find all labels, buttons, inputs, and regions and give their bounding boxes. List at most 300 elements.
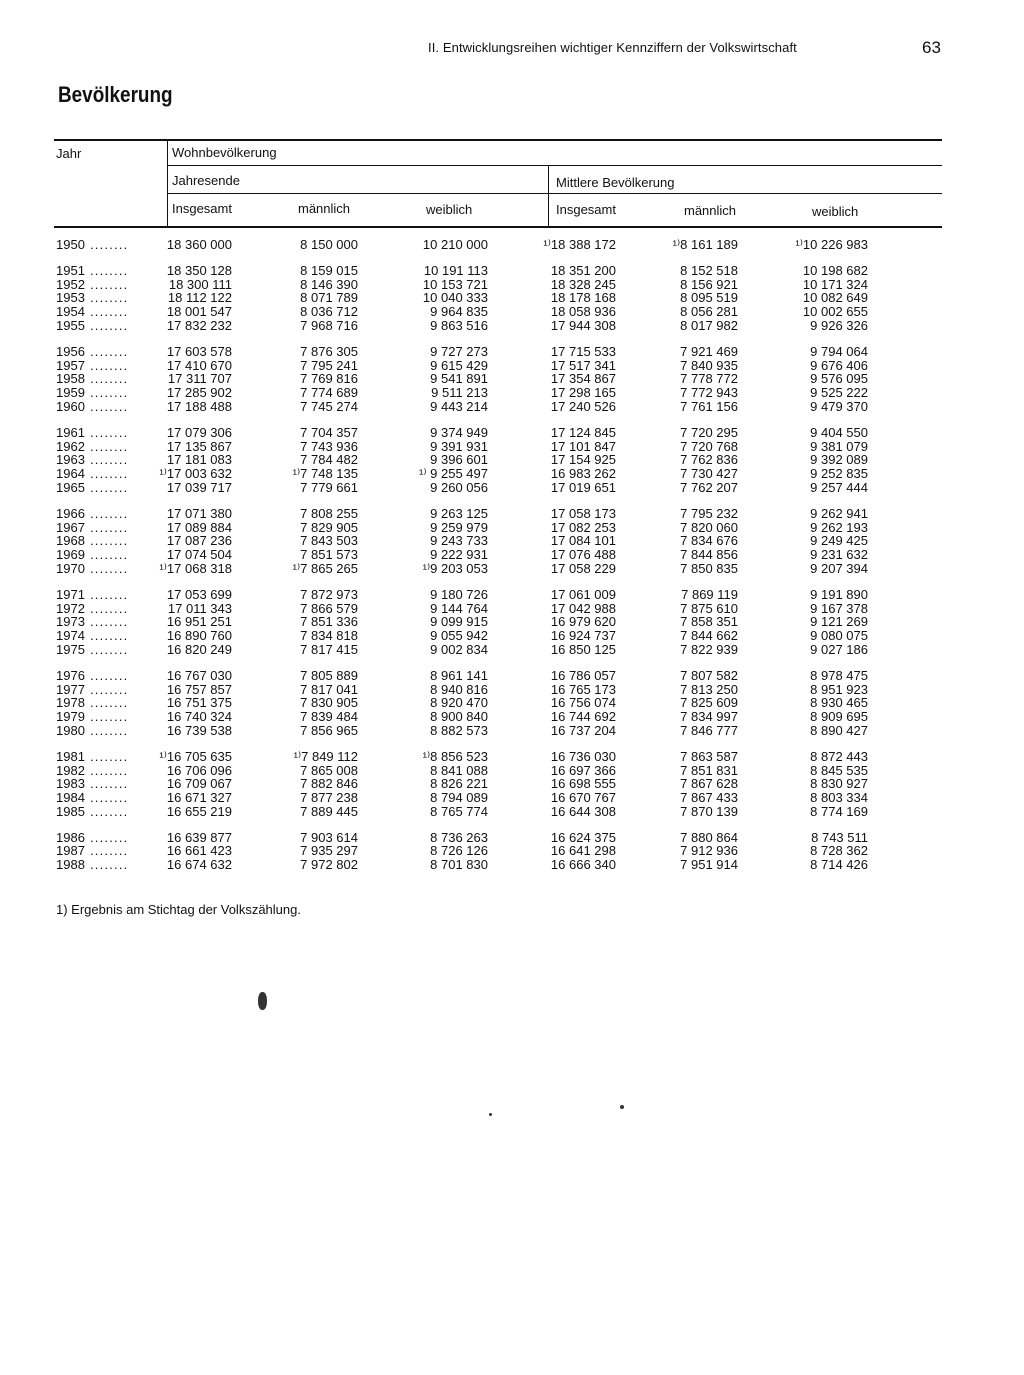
year-cell: 1967 bbox=[56, 519, 85, 535]
year-cell: 1970 bbox=[56, 560, 85, 576]
mittl-maennlich-cell: 7 840 935 bbox=[680, 357, 738, 373]
year-cell: 1969 bbox=[56, 547, 85, 563]
mittl-maennlich-cell: 7 822 939 bbox=[680, 641, 738, 657]
dot-leader: ........ bbox=[90, 371, 129, 387]
mittl-maennlich-cell: 7 867 433 bbox=[680, 790, 738, 806]
dot-leader: ........ bbox=[90, 586, 129, 602]
wohn-maennlich-cell: 7 774 689 bbox=[300, 385, 358, 401]
table-row bbox=[0, 453, 1024, 467]
wohn-weiblich-cell: 9 002 834 bbox=[430, 641, 488, 657]
mittl-insgesamt-cell: 17 124 845 bbox=[550, 424, 616, 440]
mittl-weiblich-cell: 9 252 835 bbox=[810, 466, 868, 482]
dot-leader: ........ bbox=[90, 276, 129, 292]
row-group bbox=[0, 669, 1024, 738]
year-cell: 1968 bbox=[56, 533, 85, 549]
row-group bbox=[0, 264, 1024, 333]
mittl-maennlich-cell: 7 762 207 bbox=[680, 479, 738, 495]
row-group bbox=[0, 831, 1024, 872]
dot-leader: ........ bbox=[90, 829, 129, 845]
mittl-maennlich-cell: 7 820 060 bbox=[680, 519, 738, 535]
wohn-insgesamt-cell: 17 053 699 bbox=[166, 586, 232, 602]
dot-leader: ........ bbox=[90, 803, 129, 819]
wohn-insgesamt-cell: 17 079 306 bbox=[166, 424, 232, 440]
year-cell: 1961 bbox=[56, 424, 85, 440]
mittl-maennlich-cell: 8 056 281 bbox=[680, 304, 738, 320]
year-cell: 1966 bbox=[56, 505, 85, 521]
header-insgesamt: Insgesamt bbox=[172, 201, 232, 216]
mittl-weiblich-cell: 9 392 089 bbox=[810, 452, 868, 468]
table-row bbox=[0, 669, 1024, 683]
mittl-insgesamt-cell: 16 644 308 bbox=[550, 803, 616, 819]
table-row bbox=[0, 615, 1024, 629]
wohn-insgesamt-cell: 17 311 707 bbox=[167, 371, 232, 387]
mittl-insgesamt-cell: 18 178 168 bbox=[550, 290, 616, 306]
mittl-insgesamt-cell: 16 624 375 bbox=[550, 829, 616, 845]
table-row bbox=[0, 629, 1024, 643]
mittl-insgesamt-cell: 16 924 737 bbox=[550, 628, 616, 644]
mittl-maennlich-cell: 7 834 676 bbox=[680, 533, 738, 549]
header-weiblich-mittlere: weiblich bbox=[812, 204, 859, 219]
mittl-insgesamt-cell: 17 019 651 bbox=[550, 479, 616, 495]
mittl-insgesamt-cell: 16 786 057 bbox=[550, 667, 616, 683]
dot-leader: ........ bbox=[90, 343, 129, 359]
table-row bbox=[0, 507, 1024, 521]
mittl-weiblich-cell: 8 978 475 bbox=[810, 667, 868, 683]
mittl-weiblich-cell: 9 249 425 bbox=[810, 533, 868, 549]
header-weiblich: weiblich bbox=[426, 202, 473, 217]
wohn-maennlich-cell: ¹⁾7 748 135 bbox=[292, 466, 358, 482]
mittl-maennlich-cell: 7 850 835 bbox=[680, 560, 738, 576]
row-group bbox=[0, 750, 1024, 819]
dot-leader: ........ bbox=[90, 776, 129, 792]
mittl-maennlich-cell: 7 825 609 bbox=[680, 695, 738, 711]
wohn-insgesamt-cell: 16 751 375 bbox=[166, 695, 232, 711]
row-group bbox=[0, 588, 1024, 657]
dot-leader: ........ bbox=[90, 452, 129, 468]
mittl-weiblich-cell: 8 890 427 bbox=[810, 722, 868, 738]
year-cell: 1956 bbox=[56, 343, 85, 359]
mittl-maennlich-cell: 7 813 250 bbox=[680, 681, 738, 697]
mittl-insgesamt-cell: 18 328 245 bbox=[550, 276, 616, 292]
mittl-insgesamt-cell: 17 061 009 bbox=[550, 586, 616, 602]
wohn-insgesamt-cell: 17 011 343 bbox=[167, 600, 232, 616]
mittl-maennlich-cell: 7 720 295 bbox=[680, 424, 738, 440]
table-row bbox=[0, 588, 1024, 602]
dot-leader: ........ bbox=[90, 304, 129, 320]
table-row bbox=[0, 602, 1024, 616]
mittl-maennlich-cell: 7 869 119 bbox=[681, 586, 738, 602]
wohn-maennlich-cell: 7 745 274 bbox=[300, 398, 358, 414]
scan-speck bbox=[620, 1105, 624, 1109]
wohn-insgesamt-cell: 17 603 578 bbox=[166, 343, 232, 359]
wohn-maennlich-cell: 7 903 614 bbox=[300, 829, 358, 845]
mittl-weiblich-cell: 9 262 193 bbox=[810, 519, 868, 535]
mittl-insgesamt-cell: 18 351 200 bbox=[550, 262, 616, 278]
wohn-weiblich-cell: 9 964 835 bbox=[430, 304, 488, 320]
wohn-insgesamt-cell: 16 757 857 bbox=[166, 681, 232, 697]
mittl-maennlich-cell: 7 778 772 bbox=[680, 371, 738, 387]
mittl-insgesamt-cell: 16 756 074 bbox=[550, 695, 616, 711]
mittl-weiblich-cell: 9 167 378 bbox=[810, 600, 868, 616]
dot-leader: ........ bbox=[90, 695, 129, 711]
mittl-insgesamt-cell: 17 101 847 bbox=[550, 438, 616, 454]
wohn-weiblich-cell: 8 701 830 bbox=[430, 857, 488, 873]
dot-leader: ........ bbox=[90, 560, 129, 576]
row-group bbox=[0, 238, 1024, 252]
page-number: 63 bbox=[922, 38, 941, 57]
mittl-maennlich-cell: 7 858 351 bbox=[680, 614, 738, 630]
wohn-insgesamt-cell: 18 350 128 bbox=[166, 262, 232, 278]
wohn-insgesamt-cell: 17 089 884 bbox=[166, 519, 232, 535]
mittl-weiblich-cell: 8 743 511 bbox=[811, 829, 868, 845]
table-body bbox=[0, 238, 1024, 884]
header-rule-bottom bbox=[54, 226, 942, 228]
wohn-insgesamt-cell: 17 832 232 bbox=[166, 317, 232, 333]
wohn-weiblich-cell: 8 961 141 bbox=[430, 667, 488, 683]
wohn-maennlich-cell: 8 071 789 bbox=[300, 290, 358, 306]
year-cell: 1950 bbox=[56, 237, 85, 252]
table-row bbox=[0, 359, 1024, 373]
mittl-weiblich-cell: 9 207 394 bbox=[810, 560, 868, 576]
dot-leader: ........ bbox=[90, 709, 129, 725]
mittl-maennlich-cell: 7 951 914 bbox=[680, 857, 738, 873]
wohn-weiblich-cell: 8 794 089 bbox=[430, 790, 488, 806]
mittl-weiblich-cell: 9 479 370 bbox=[810, 398, 868, 414]
mittl-insgesamt-cell: 16 698 555 bbox=[550, 776, 616, 792]
mittl-maennlich-cell: 7 761 156 bbox=[680, 398, 738, 414]
year-cell: 1973 bbox=[56, 614, 85, 630]
year-cell: 1987 bbox=[56, 843, 85, 859]
mittl-maennlich-cell: 7 795 232 bbox=[680, 505, 738, 521]
table-row bbox=[0, 481, 1024, 495]
mittl-weiblich-cell: 9 381 079 bbox=[810, 438, 868, 454]
mittl-weiblich-cell: 10 171 324 bbox=[802, 276, 868, 292]
mittl-insgesamt-cell: 17 944 308 bbox=[550, 317, 616, 333]
table-row bbox=[0, 264, 1024, 278]
mittl-weiblich-cell: 8 728 362 bbox=[810, 843, 868, 859]
wohn-maennlich-cell: 7 935 297 bbox=[300, 843, 358, 859]
dot-leader: ........ bbox=[90, 438, 129, 454]
mittl-insgesamt-cell: 17 298 165 bbox=[550, 385, 616, 401]
wohn-insgesamt-cell: 17 410 670 bbox=[166, 357, 232, 373]
wohn-maennlich-cell: 7 851 336 bbox=[300, 614, 358, 630]
wohn-maennlich-cell: 7 834 818 bbox=[300, 628, 358, 644]
mittl-weiblich-cell: 10 002 655 bbox=[802, 304, 868, 320]
wohn-maennlich-cell: 7 830 905 bbox=[300, 695, 358, 711]
mittl-insgesamt-cell: 16 979 620 bbox=[550, 614, 616, 630]
wohn-weiblich-cell: 9 443 214 bbox=[430, 398, 488, 414]
wohn-insgesamt-cell: ¹⁾17 003 632 bbox=[159, 466, 232, 482]
year-cell: 1953 bbox=[56, 290, 85, 306]
dot-leader: ........ bbox=[90, 681, 129, 697]
table-row bbox=[0, 319, 1024, 333]
mittl-insgesamt-cell: 17 354 867 bbox=[550, 371, 616, 387]
mittl-weiblich-cell: 9 121 269 bbox=[810, 614, 868, 630]
wohn-weiblich-cell: 9 144 764 bbox=[430, 600, 488, 616]
wohn-maennlich-cell: 8 036 712 bbox=[300, 304, 358, 320]
wohn-maennlich-cell: 7 843 503 bbox=[300, 533, 358, 549]
wohn-insgesamt-cell: 17 188 488 bbox=[166, 398, 232, 414]
wohn-maennlich-cell: 7 805 889 bbox=[300, 667, 358, 683]
wohn-maennlich-cell: 7 808 255 bbox=[300, 505, 358, 521]
wohn-insgesamt-cell: 16 739 538 bbox=[166, 722, 232, 738]
mittl-weiblich-cell: 9 794 064 bbox=[810, 343, 868, 359]
mittl-weiblich-cell: 8 845 535 bbox=[810, 762, 868, 778]
wohn-maennlich-cell: 8 159 015 bbox=[300, 262, 358, 278]
table-row bbox=[0, 534, 1024, 548]
mittl-maennlich-cell: 7 720 768 bbox=[680, 438, 738, 454]
wohn-weiblich-cell: 9 259 979 bbox=[430, 519, 488, 535]
mittl-insgesamt-cell: 16 697 366 bbox=[550, 762, 616, 778]
year-cell: 1974 bbox=[56, 628, 85, 644]
table-row bbox=[0, 777, 1024, 791]
wohn-insgesamt-cell: 18 300 111 bbox=[168, 276, 232, 292]
mittl-weiblich-cell: 9 257 444 bbox=[810, 479, 868, 495]
wohn-weiblich-cell: 8 765 774 bbox=[430, 803, 488, 819]
year-cell: 1963 bbox=[56, 452, 85, 468]
year-cell: 1957 bbox=[56, 357, 85, 373]
dot-leader: ........ bbox=[90, 667, 129, 683]
wohn-weiblich-cell: 8 826 221 bbox=[430, 776, 488, 792]
mittl-weiblich-cell: 9 525 222 bbox=[810, 385, 868, 401]
wohn-weiblich-cell: 9 099 915 bbox=[430, 614, 488, 630]
dot-leader: ........ bbox=[90, 600, 129, 616]
year-cell: 1975 bbox=[56, 641, 85, 657]
wohn-weiblich-cell: 9 180 726 bbox=[430, 586, 488, 602]
table-row bbox=[0, 791, 1024, 805]
wohn-insgesamt-cell: 16 706 096 bbox=[166, 762, 232, 778]
year-cell: 1965 bbox=[56, 479, 85, 495]
table-row bbox=[0, 521, 1024, 535]
dot-leader: ........ bbox=[90, 762, 129, 778]
table-row bbox=[0, 562, 1024, 576]
dot-leader: ........ bbox=[90, 479, 129, 495]
mittl-maennlich-cell: 7 834 997 bbox=[680, 709, 738, 725]
dot-leader: ........ bbox=[90, 398, 129, 414]
mittl-weiblich-cell: 8 803 334 bbox=[810, 790, 868, 806]
wohn-maennlich-cell: 7 968 716 bbox=[300, 317, 358, 333]
mittl-maennlich-cell: 7 921 469 bbox=[680, 343, 738, 359]
mittl-weiblich-cell: 8 830 927 bbox=[810, 776, 868, 792]
wohn-weiblich-cell: 9 396 601 bbox=[430, 452, 488, 468]
wohn-maennlich-cell: 7 769 816 bbox=[300, 371, 358, 387]
mittl-insgesamt-cell: 16 850 125 bbox=[550, 641, 616, 657]
mittl-weiblich-cell: 9 926 326 bbox=[810, 317, 868, 333]
running-head: II. Entwicklungsreihen wichtiger Kennziffern der Volkswirtschaft bbox=[428, 40, 797, 55]
wohn-weiblich-cell: 9 260 056 bbox=[430, 479, 488, 495]
dot-leader: ........ bbox=[90, 317, 129, 333]
mittl-insgesamt-cell: 17 082 253 bbox=[550, 519, 616, 535]
year-cell: 1983 bbox=[56, 776, 85, 792]
row-group bbox=[0, 507, 1024, 576]
dot-leader: ........ bbox=[90, 547, 129, 563]
year-cell: 1955 bbox=[56, 317, 85, 333]
wohn-weiblich-cell: 8 940 816 bbox=[430, 681, 488, 697]
mittl-weiblich-cell: 8 951 923 bbox=[810, 681, 868, 697]
mittl-insgesamt-cell: 16 641 298 bbox=[550, 843, 616, 859]
wohn-weiblich-cell: 8 841 088 bbox=[430, 762, 488, 778]
wohn-weiblich-cell: ¹⁾ 9 255 497 bbox=[419, 466, 488, 482]
mittl-insgesamt-cell: 17 240 526 bbox=[550, 398, 616, 414]
mittl-maennlich-cell: 7 851 831 bbox=[680, 762, 738, 778]
table-row bbox=[0, 548, 1024, 562]
mittl-weiblich-cell: 9 676 406 bbox=[810, 357, 868, 373]
dot-leader: ........ bbox=[90, 290, 129, 306]
table-row bbox=[0, 724, 1024, 738]
mittl-weiblich-cell: 10 082 649 bbox=[802, 290, 868, 306]
mittl-maennlich-cell: 7 807 582 bbox=[680, 667, 738, 683]
mittl-maennlich-cell: 7 863 587 bbox=[680, 748, 738, 764]
dot-leader: ........ bbox=[90, 748, 129, 764]
year-cell: 1964 bbox=[56, 466, 85, 482]
wohn-insgesamt-cell: 17 285 902 bbox=[166, 385, 232, 401]
wohn-insgesamt-cell: 17 181 083 bbox=[166, 452, 232, 468]
header-rule-sub bbox=[168, 193, 942, 194]
mittl-insgesamt-cell: 16 666 340 bbox=[550, 857, 616, 873]
year-cell: 1986 bbox=[56, 829, 85, 845]
mittl-maennlich-cell: 7 875 610 bbox=[680, 600, 738, 616]
wohn-insgesamt-cell: 16 767 030 bbox=[166, 667, 232, 683]
year-cell: 1988 bbox=[56, 857, 85, 873]
mittl-weiblich-cell: ¹⁾10 226 983 bbox=[795, 237, 868, 252]
wohn-insgesamt-cell: 16 709 067 bbox=[166, 776, 232, 792]
wohn-weiblich-cell: 9 511 213 bbox=[431, 385, 488, 401]
wohn-maennlich-cell: 7 866 579 bbox=[300, 600, 358, 616]
wohn-insgesamt-cell: 16 661 423 bbox=[166, 843, 232, 859]
wohn-maennlich-cell: 7 877 238 bbox=[300, 790, 358, 806]
wohn-weiblich-cell: 10 210 000 bbox=[422, 237, 488, 252]
mittl-weiblich-cell: 8 909 695 bbox=[810, 709, 868, 725]
wohn-maennlich-cell: 7 743 936 bbox=[300, 438, 358, 454]
year-cell: 1976 bbox=[56, 667, 85, 683]
year-cell: 1972 bbox=[56, 600, 85, 616]
dot-leader: ........ bbox=[90, 533, 129, 549]
wohn-weiblich-cell: 8 900 840 bbox=[430, 709, 488, 725]
wohn-maennlich-cell: ¹⁾7 865 265 bbox=[292, 560, 358, 576]
mittl-insgesamt-cell: 17 058 173 bbox=[550, 505, 616, 521]
header-rule-wohn bbox=[168, 165, 942, 166]
mittl-insgesamt-cell: 17 058 229 bbox=[550, 560, 616, 576]
year-cell: 1984 bbox=[56, 790, 85, 806]
wohn-insgesamt-cell: 16 674 632 bbox=[166, 857, 232, 873]
mittl-insgesamt-cell: 16 670 767 bbox=[550, 790, 616, 806]
scan-speck bbox=[258, 992, 267, 1010]
wohn-weiblich-cell: 8 920 470 bbox=[430, 695, 488, 711]
table-row bbox=[0, 467, 1024, 481]
wohn-maennlich-cell: 7 856 965 bbox=[300, 722, 358, 738]
wohn-weiblich-cell: 9 615 429 bbox=[430, 357, 488, 373]
year-cell: 1952 bbox=[56, 276, 85, 292]
mittl-insgesamt-cell: 18 058 936 bbox=[550, 304, 616, 320]
wohn-weiblich-cell: 8 736 263 bbox=[430, 829, 488, 845]
dot-leader: ........ bbox=[90, 843, 129, 859]
header-wohnbevoelkerung: Wohnbevölkerung bbox=[172, 145, 277, 160]
mittl-maennlich-cell: 7 867 628 bbox=[680, 776, 738, 792]
table-row bbox=[0, 238, 1024, 252]
table-row bbox=[0, 831, 1024, 845]
table-row bbox=[0, 291, 1024, 305]
table-row bbox=[0, 858, 1024, 872]
wohn-insgesamt-cell: 18 360 000 bbox=[166, 237, 232, 252]
wohn-maennlich-cell: 7 882 846 bbox=[300, 776, 358, 792]
header-jahresende: Jahresende bbox=[172, 173, 240, 188]
mittl-weiblich-cell: 9 231 632 bbox=[810, 547, 868, 563]
wohn-maennlich-cell: 8 146 390 bbox=[300, 276, 358, 292]
wohn-maennlich-cell: 7 889 445 bbox=[300, 803, 358, 819]
mittl-maennlich-cell: 8 152 518 bbox=[680, 262, 738, 278]
dot-leader: ........ bbox=[90, 385, 129, 401]
mittl-insgesamt-cell: 17 084 101 bbox=[550, 533, 616, 549]
mittl-insgesamt-cell: 17 042 988 bbox=[550, 600, 616, 616]
wohn-maennlich-cell: ¹⁾7 849 112 bbox=[293, 748, 358, 764]
wohn-maennlich-cell: 7 795 241 bbox=[300, 357, 358, 373]
year-cell: 1971 bbox=[56, 586, 85, 602]
header-mittlere: Mittlere Bevölkerung bbox=[556, 175, 675, 190]
header-insgesamt-mittlere: Insgesamt bbox=[556, 202, 616, 217]
table-row bbox=[0, 696, 1024, 710]
wohn-maennlich-cell: 7 876 305 bbox=[300, 343, 358, 359]
wohn-insgesamt-cell: 16 655 219 bbox=[166, 803, 232, 819]
table-row bbox=[0, 372, 1024, 386]
wohn-insgesamt-cell: ¹⁾17 068 318 bbox=[159, 560, 232, 576]
year-cell: 1962 bbox=[56, 438, 85, 454]
dot-leader: ........ bbox=[90, 505, 129, 521]
mittl-weiblich-cell: 8 930 465 bbox=[810, 695, 868, 711]
mittl-weiblich-cell: 9 027 186 bbox=[810, 641, 868, 657]
mittl-insgesamt-cell: 16 737 204 bbox=[550, 722, 616, 738]
wohn-weiblich-cell: 9 055 942 bbox=[430, 628, 488, 644]
mittl-weiblich-cell: 8 774 169 bbox=[810, 803, 868, 819]
dot-leader: ........ bbox=[90, 424, 129, 440]
year-cell: 1978 bbox=[56, 695, 85, 711]
mittl-maennlich-cell: 8 095 519 bbox=[680, 290, 738, 306]
dot-leader: ........ bbox=[90, 857, 129, 873]
mittl-maennlich-cell: 8 156 921 bbox=[680, 276, 738, 292]
mittl-maennlich-cell: 7 846 777 bbox=[680, 722, 738, 738]
wohn-weiblich-cell: ¹⁾9 203 053 bbox=[422, 560, 488, 576]
table-row bbox=[0, 400, 1024, 414]
mittl-maennlich-cell: 7 844 856 bbox=[680, 547, 738, 563]
wohn-insgesamt-cell: 18 001 547 bbox=[166, 304, 232, 320]
table-row bbox=[0, 305, 1024, 319]
wohn-maennlich-cell: 7 865 008 bbox=[300, 762, 358, 778]
table-row bbox=[0, 750, 1024, 764]
mittl-weiblich-cell: 10 198 682 bbox=[802, 262, 868, 278]
wohn-weiblich-cell: 8 726 126 bbox=[430, 843, 488, 859]
table-row bbox=[0, 643, 1024, 657]
mittl-insgesamt-cell: 17 076 488 bbox=[550, 547, 616, 563]
dot-leader: ........ bbox=[90, 790, 129, 806]
mittl-maennlich-cell: 7 870 139 bbox=[680, 803, 738, 819]
mittl-weiblich-cell: 8 872 443 bbox=[810, 748, 868, 764]
wohn-weiblich-cell: 9 243 733 bbox=[430, 533, 488, 549]
row-group bbox=[0, 426, 1024, 495]
wohn-weiblich-cell: 10 191 113 bbox=[423, 262, 488, 278]
mittl-maennlich-cell: ¹⁾8 161 189 bbox=[672, 237, 738, 252]
mittl-insgesamt-cell: 17 517 341 bbox=[550, 357, 616, 373]
wohn-maennlich-cell: 7 851 573 bbox=[300, 547, 358, 563]
mittl-weiblich-cell: 9 262 941 bbox=[810, 505, 868, 521]
mittl-maennlich-cell: 8 017 982 bbox=[680, 317, 738, 333]
wohn-weiblich-cell: 10 153 721 bbox=[422, 276, 488, 292]
year-cell: 1954 bbox=[56, 304, 85, 320]
mittl-insgesamt-cell: ¹⁾18 388 172 bbox=[543, 237, 616, 252]
wohn-maennlich-cell: 7 704 357 bbox=[300, 424, 358, 440]
mittl-maennlich-cell: 7 762 836 bbox=[680, 452, 738, 468]
footnote: 1) Ergebnis am Stichtag der Volkszählung. bbox=[56, 902, 301, 917]
wohn-weiblich-cell: 8 882 573 bbox=[430, 722, 488, 738]
wohn-maennlich-cell: 7 817 041 bbox=[300, 681, 358, 697]
